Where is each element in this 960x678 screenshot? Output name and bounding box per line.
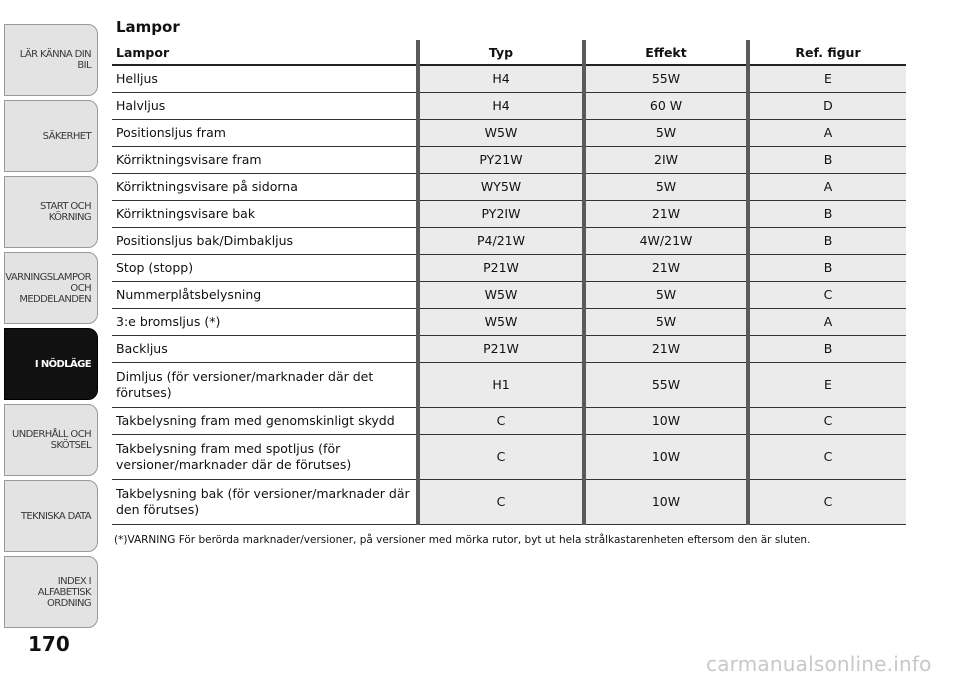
cell-lamp: Takbelysning fram med spotljus (för versioner/marknader där de förutses) <box>112 434 418 479</box>
cell-effekt: 5W <box>584 173 748 200</box>
table-row <box>112 119 906 146</box>
header-ref-figur: Ref. figur <box>748 40 906 65</box>
table-row <box>112 200 906 227</box>
table-row <box>112 335 906 362</box>
cell-ref: E <box>748 65 906 92</box>
cell-typ: PY2IW <box>418 200 584 227</box>
table-row <box>112 92 906 119</box>
cell-lamp: Körriktningsvisare på sidorna <box>112 173 418 200</box>
cell-ref: C <box>748 407 906 434</box>
cell-lamp: Dimljus (för versioner/marknader där det förutses) <box>112 362 418 407</box>
cell-effekt: 5W <box>584 119 748 146</box>
cell-ref: D <box>748 92 906 119</box>
cell-ref: B <box>748 200 906 227</box>
cell-typ: P21W <box>418 335 584 362</box>
sidebar-tab[interactable]: UNDERHÅLL OCH SKÖTSEL <box>4 404 98 476</box>
cell-ref: A <box>748 119 906 146</box>
cell-effekt: 21W <box>584 335 748 362</box>
cell-typ: W5W <box>418 119 584 146</box>
table-row <box>112 146 906 173</box>
table-row <box>112 173 906 200</box>
table-row <box>112 254 906 281</box>
cell-typ: C <box>418 407 584 434</box>
lamp-table <box>112 40 906 525</box>
cell-lamp: Positionsljus bak/Dimbakljus <box>112 227 418 254</box>
cell-lamp: Positionsljus fram <box>112 119 418 146</box>
cell-typ: H4 <box>418 92 584 119</box>
chapter-sidebar <box>0 0 100 640</box>
cell-effekt: 10W <box>584 479 748 524</box>
cell-lamp: Nummerplåtsbelysning <box>112 281 418 308</box>
cell-effekt: 10W <box>584 434 748 479</box>
header-typ: Typ <box>418 40 584 65</box>
cell-lamp: Helljus <box>112 65 418 92</box>
table-row <box>112 479 906 524</box>
cell-typ: P4/21W <box>418 227 584 254</box>
cell-typ: P21W <box>418 254 584 281</box>
cell-ref: C <box>748 479 906 524</box>
footnote: (*)VARNING För berörda marknader/versioner, på versioner med mörka rutor, byt ut hela strålkastarenheten eftersom den är sluten. <box>114 534 811 546</box>
sidebar-tab[interactable]: INDEX I ALFABETISK ORDNING <box>4 556 98 628</box>
cell-lamp: Stop (stopp) <box>112 254 418 281</box>
sidebar-tab[interactable]: START OCH KÖRNING <box>4 176 98 248</box>
page-number: 170 <box>28 632 70 656</box>
cell-typ: H4 <box>418 65 584 92</box>
cell-ref: B <box>748 227 906 254</box>
section-title: Lampor <box>116 18 180 36</box>
cell-lamp: 3:e bromsljus (*) <box>112 308 418 335</box>
cell-lamp: Körriktningsvisare bak <box>112 200 418 227</box>
table-body <box>112 65 906 524</box>
cell-lamp: Takbelysning bak (för versioner/marknader där den förutses) <box>112 479 418 524</box>
sidebar-tab[interactable]: LÄR KÄNNA DIN BIL <box>4 24 98 96</box>
table-row <box>112 434 906 479</box>
header-lampor: Lampor <box>112 40 418 65</box>
table-row <box>112 362 906 407</box>
cell-typ: C <box>418 434 584 479</box>
cell-effekt: 60 W <box>584 92 748 119</box>
cell-lamp: Takbelysning fram med genomskinligt skydd <box>112 407 418 434</box>
cell-ref: A <box>748 173 906 200</box>
cell-lamp: Backljus <box>112 335 418 362</box>
cell-effekt: 55W <box>584 65 748 92</box>
cell-lamp: Körriktningsvisare fram <box>112 146 418 173</box>
cell-typ: PY21W <box>418 146 584 173</box>
table-row <box>112 227 906 254</box>
cell-ref: B <box>748 146 906 173</box>
cell-typ: W5W <box>418 281 584 308</box>
cell-effekt: 10W <box>584 407 748 434</box>
sidebar-tab[interactable]: I NÖDLÄGE <box>4 328 98 400</box>
cell-effekt: 21W <box>584 254 748 281</box>
cell-ref: A <box>748 308 906 335</box>
cell-typ: WY5W <box>418 173 584 200</box>
table-row <box>112 308 906 335</box>
sidebar-tab[interactable]: TEKNISKA DATA <box>4 480 98 552</box>
table-row <box>112 407 906 434</box>
header-effekt: Effekt <box>584 40 748 65</box>
cell-ref: B <box>748 254 906 281</box>
cell-effekt: 5W <box>584 308 748 335</box>
table-row <box>112 281 906 308</box>
cell-effekt: 4W/21W <box>584 227 748 254</box>
cell-effekt: 5W <box>584 281 748 308</box>
watermark: carmanualsonline.info <box>706 652 932 676</box>
cell-typ: C <box>418 479 584 524</box>
sidebar-tab[interactable]: SÄKERHET <box>4 100 98 172</box>
cell-ref: B <box>748 335 906 362</box>
sidebar-tab[interactable]: VARNINGSLAMPOR OCH MEDDELANDEN <box>4 252 98 324</box>
cell-ref: E <box>748 362 906 407</box>
cell-typ: H1 <box>418 362 584 407</box>
cell-effekt: 55W <box>584 362 748 407</box>
cell-lamp: Halvljus <box>112 92 418 119</box>
table-header-row <box>112 40 906 65</box>
cell-typ: W5W <box>418 308 584 335</box>
cell-ref: C <box>748 434 906 479</box>
cell-effekt: 2IW <box>584 146 748 173</box>
table-row <box>112 65 906 92</box>
cell-ref: C <box>748 281 906 308</box>
cell-effekt: 21W <box>584 200 748 227</box>
